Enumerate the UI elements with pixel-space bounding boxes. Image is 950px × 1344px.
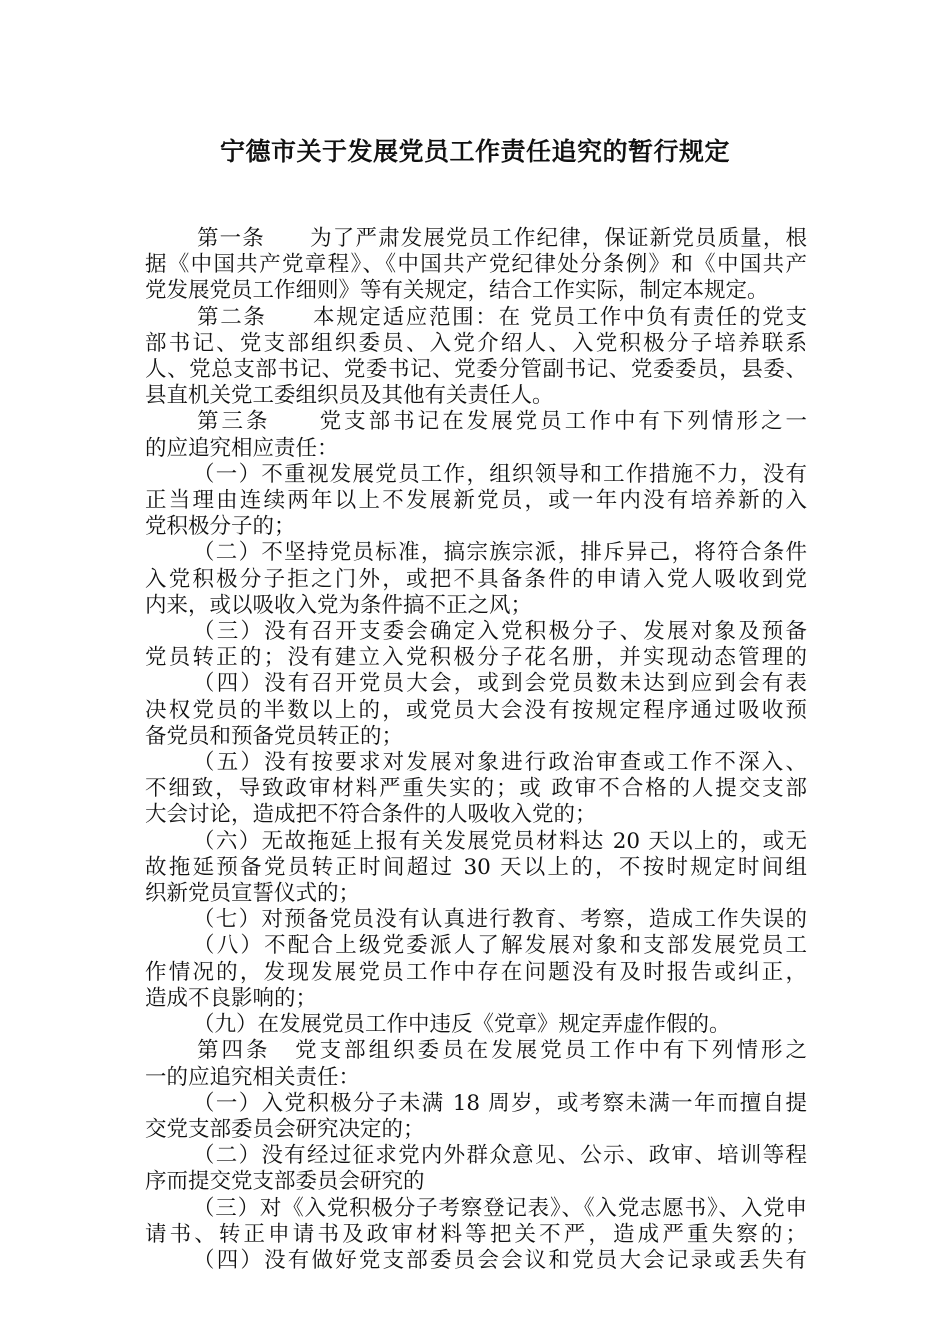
text-line: （五）没有按要求对发展对象进行政治审查或工作不深入、 bbox=[193, 750, 807, 776]
text-line: 正当理由连续两年以上不发展新党员，或一年内没有培养新的入 bbox=[145, 488, 807, 514]
text-line: 入党积极分子拒之门外，或把不具备条件的申请入党人吸收到党 bbox=[145, 566, 807, 592]
text-line: 县直机关党工委组织员及其他有关责任人。 bbox=[145, 383, 554, 409]
text-line: （九）在发展党员工作中违反《党章》规定弄虚作假的。 bbox=[193, 1012, 731, 1038]
text-line: 交党支部委员会研究决定的； bbox=[145, 1116, 425, 1142]
document-title: 宁德市关于发展党员工作责任追究的暂行规定 bbox=[219, 137, 730, 166]
text-line: 请书、转正申请书及政审材料等把关不严，造成严重失察的； bbox=[145, 1221, 807, 1247]
text-line: 织新党员宣誓仪式的； bbox=[145, 881, 361, 907]
text-line: 造成不良影响的； bbox=[145, 985, 318, 1011]
text-line: 备党员和预备党员转正的； bbox=[145, 723, 404, 749]
text-line: 大会讨论，造成把不符合条件的人吸收入党的； bbox=[145, 802, 597, 828]
text-line: 第三条 党支部书记在发展党员工作中有下列情形之一 bbox=[197, 409, 807, 435]
text-line: （七）对预备党员没有认真进行教育、考察，造成工作失误的 bbox=[193, 907, 807, 933]
text-line: 人、党总支部书记、党委书记、党委分管副书记、党委委员，县委、 bbox=[145, 357, 807, 383]
text-line: 第四条 党支部组织委员在发展党员工作中有下列情形之 bbox=[197, 1038, 807, 1064]
text-line: 据《中国共产党章程》、《中国共产党纪律处分条例》和《中国共产 bbox=[145, 252, 807, 278]
text-line: （一）入党积极分子未满 18 周岁，或考察未满一年而擅自提 bbox=[193, 1090, 807, 1116]
text-line: 第一条 为了严肃发展党员工作纪律，保证新党员质量，根 bbox=[197, 226, 807, 251]
text-line: 党发展党员工作细则》等有关规定，结合工作实际，制定本规定。 bbox=[145, 278, 769, 304]
text-line: （四）没有召开党员大会，或到会党员数未达到应到会有表 bbox=[193, 671, 807, 697]
text-line: （六）无故拖延上报有关发展党员材料达 20 天以上的，或无 bbox=[193, 828, 807, 854]
text-line: （三）没有召开支委会确定入党积极分子、发展对象及预备 bbox=[193, 619, 807, 645]
text-line: 一的应追究相关责任： bbox=[145, 1064, 361, 1090]
text-line: 第二条 本规定适应范围：在 党员工作中负有责任的党支 bbox=[197, 304, 807, 330]
text-line: 序而提交党支部委员会研究的 bbox=[145, 1169, 425, 1195]
text-line: （二）没有经过征求党内外群众意见、公示、政审、培训等程 bbox=[193, 1143, 807, 1169]
text-line: （四）没有做好党支部委员会会议和党员大会记录或丢失有 bbox=[193, 1247, 807, 1273]
text-line: （三）对《入党积极分子考察登记表》、《入党志愿书》、入党申 bbox=[193, 1195, 807, 1221]
document-body bbox=[145, 226, 807, 1274]
text-line: （八）不配合上级党委派人了解发展对象和支部发展党员工 bbox=[193, 933, 807, 959]
text-line: 故拖延预备党员转正时间超过 30 天以上的，不按时规定时间组 bbox=[145, 854, 807, 880]
text-line: 党积极分子的； bbox=[145, 514, 296, 540]
text-line: 党员转正的；没有建立入党积极分子花名册，并实现动态管理的 bbox=[145, 645, 807, 671]
text-line: 内来，或以吸收入党为条件搞不正之风； bbox=[145, 592, 533, 618]
text-line: （一）不重视发展党员工作，组织领导和工作措施不力，没有 bbox=[193, 461, 807, 487]
text-line: 决权党员的半数以上的，或党员大会没有按规定程序通过吸收预 bbox=[145, 697, 807, 723]
text-line: 作情况的，发现发展党员工作中存在问题没有及时报告或纠正， bbox=[145, 959, 807, 985]
text-line: 不细致，导致政审材料严重失实的；或 政审不合格的人提交支部 bbox=[145, 776, 807, 802]
text-line: （二）不坚持党员标准，搞宗族宗派，排斥异己，将符合条件 bbox=[193, 540, 807, 566]
text-line: 部书记、党支部组织委员、入党介绍人、入党积极分子培养联系 bbox=[145, 330, 807, 356]
text-line: 的应追究相应责任： bbox=[145, 435, 339, 461]
